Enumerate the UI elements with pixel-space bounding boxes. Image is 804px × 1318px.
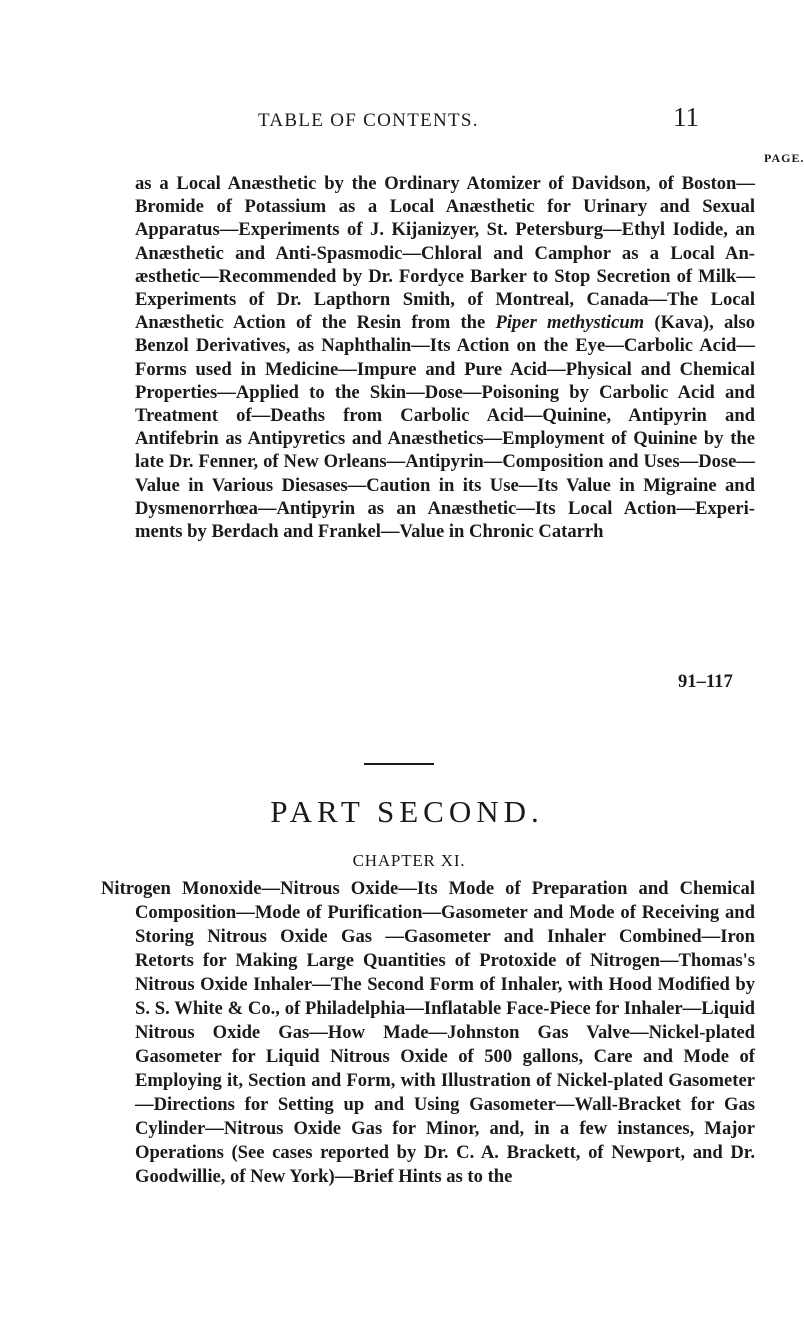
- chapter-contents-text: Nitrogen Monoxide—Nitrous Oxide—Its Mode of Preparation and Chemical Composition—Mode of Purification—Gasometer and Mode of Receiving and Storing Nitrous Oxide Gas —Gasometer and Inhaler Combined—Iron Retorts for Making Large Quantities of Protoxide of Nitrogen—Thomas's Nitrous Oxide Inhaler—The Second Form of Inhaler, with Hood Modified by S. S. White & Co., of Philadelphia—Inflatable Face-Piece for Inhaler—Liquid Nitrous Oxide Gas—How Made—Johnston Gas Valve—Nickel-plated Gasometer for Liquid Nitrous Oxide of 500 gallons, Care and Mode of Employing it, Section and Form, with Illustration of Nickel-plated Gasometer—Directions for Setting up and Using Gasometer—Wall-Bracket for Gas Cylinder—Nitrous Oxide Gas for Minor, and, in a few instances, Major Operations (See cases reported by Dr. C. A. Brackett, of Newport, and Dr. Goodwillie, of New York)—Brief Hints as to the: [101, 878, 755, 1187]
- chapter-heading: CHAPTER XI.: [352, 851, 466, 870]
- entry-text-part-1: as a Local Anæsthetic by the Ordinary Atomizer of Davidson, of Boston—Bromide of Potassium as a Local Anæsthetic for Urinary and Sexual Apparatus—Experiments of J. Kijanizyer, St. Petersburg—Ethyl Iodide, an Anæsthetic and Anti-Spasmodic—Chloral and Camphor as a Local Anæsthetic—Recommended by Dr. Fordyce Barker to Stop Secretion of Milk—Experiments of Dr. Lapthorn Smith, of Montreal, Canada—The Local Anæsthetic Action of the Resin from the: [135, 173, 755, 334]
- entry-italic-term: Piper methysticum: [495, 312, 645, 334]
- part-heading: PART SECOND.: [270, 794, 544, 829]
- page-column-label: PAGE.: [764, 151, 804, 165]
- running-head: [0, 102, 800, 134]
- chapter-contents: [101, 877, 755, 1189]
- section-divider: [364, 763, 434, 765]
- contents-entry-text: [135, 172, 755, 543]
- running-title: TABLE OF CONTENTS.: [258, 110, 479, 131]
- page-number: 11: [673, 102, 699, 132]
- entry-page-range: 91–117: [678, 671, 733, 692]
- entry-text-part-2: (Kava), also Benzol Derivatives, as Naphthalin—Its Action on the Eye—Carbolic Acid—Forms used in Medicine—Impure and Pure Acid—Physical and Chemical Properties—Applied to the Skin—Dose—Poisoning by Carbolic Acid and Treatment of—Deaths from Carbolic Acid—Quinine, Antipyrin and Antifebrin as Antipyretics and Anæsthetics—Employment of Quinine by the late Dr. Fenner, of New Orleans—Antipyrin—Composition and Uses—Dose—Value in Various Diesases—Caution in its Use—Its Value in Migraine and Dysmenorrhœa—Antipyrin as an Anæsthetic—Its Local Action—Experiments by Berdach and Frankel—Value in Chronic Catarrh: [135, 312, 756, 543]
